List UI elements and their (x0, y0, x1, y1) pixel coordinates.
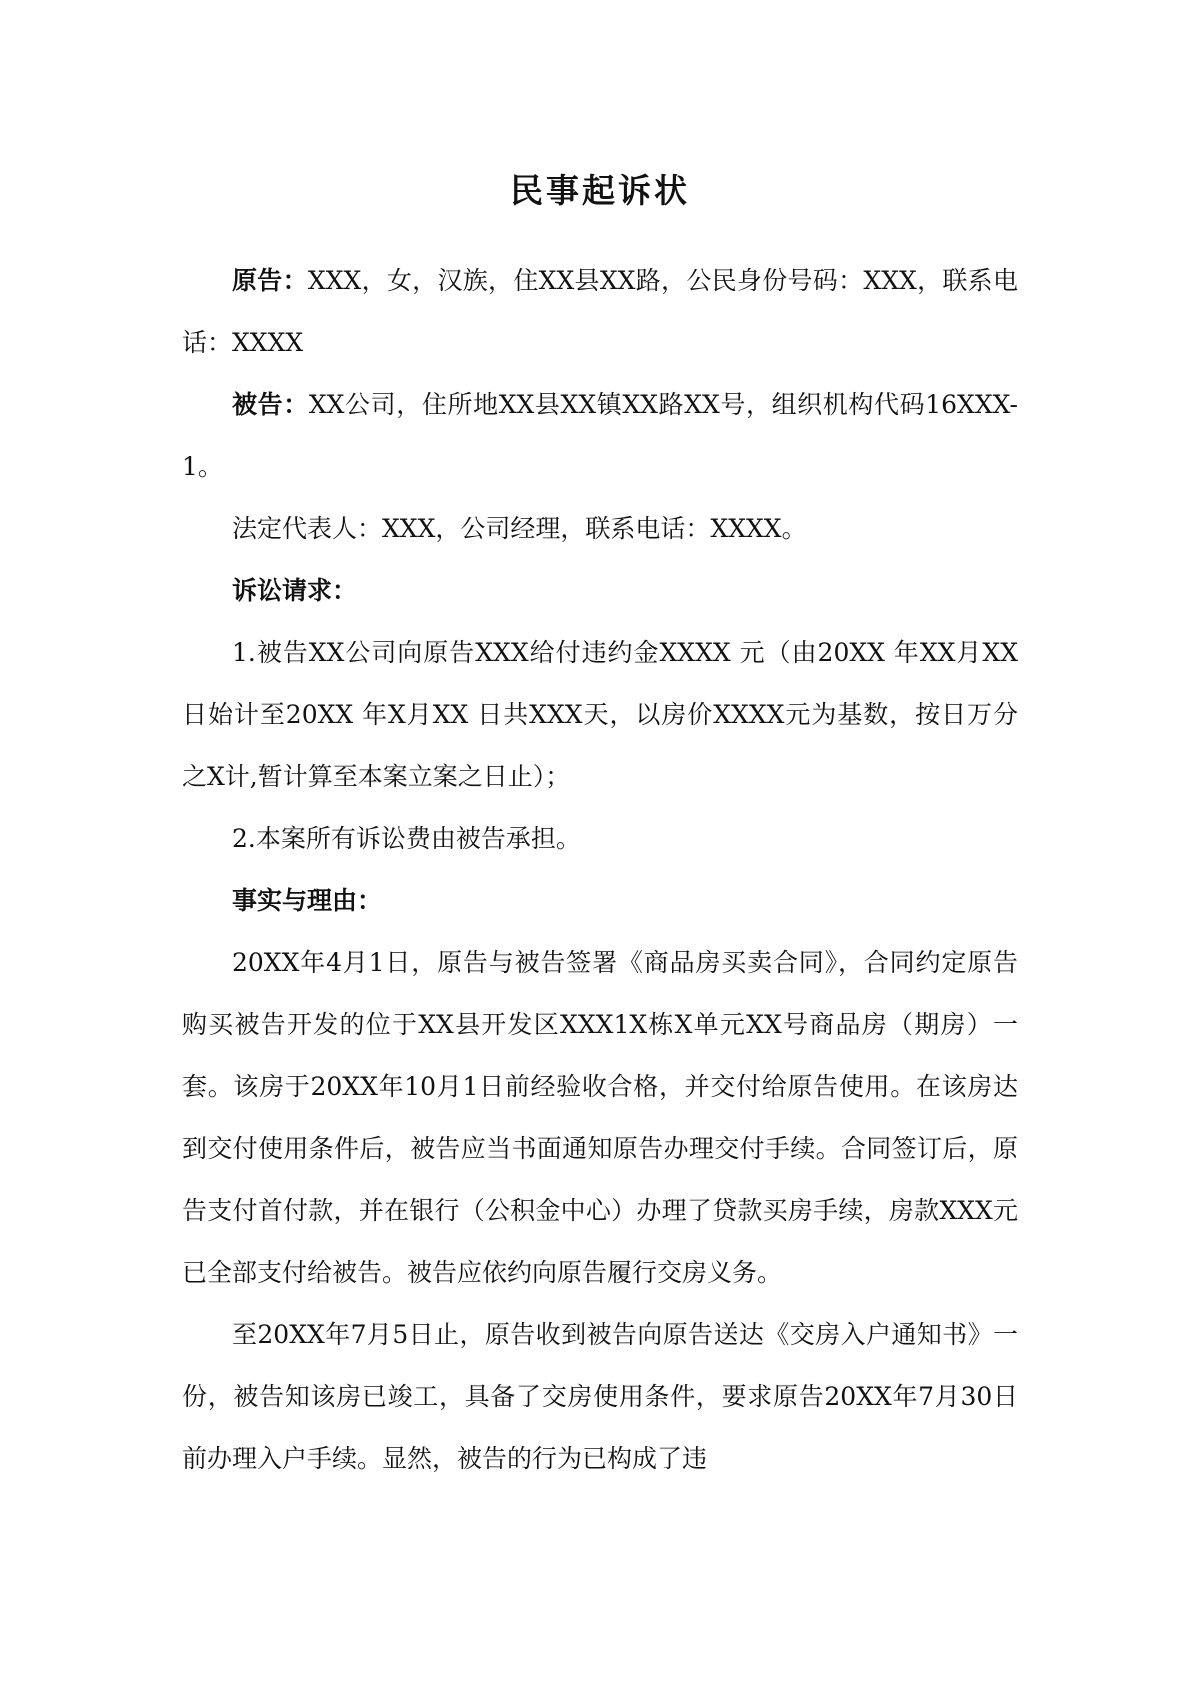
facts-heading: 事实与理由： (232, 886, 383, 915)
defendant-label: 被告： (232, 390, 309, 419)
plaintiff-label: 原告： (232, 266, 308, 295)
plaintiff-text: XXX，女，汉族，住XX县XX路，公民身份号码：XXX，联系电话：XXXX (182, 266, 1018, 357)
document-title: 民事起诉状 (510, 171, 690, 210)
claim-item: 1.被告XX公司向原告XXX给付违约金XXXX 元（由20XX 年XX月XX 日始计至20XX 年X月XX 日共XXX天，以房价XXXX元为基数，按日万分之X计,暂计算至本案立案之日止）； (182, 638, 1018, 791)
legal-representative: 法定代表人：XXX，公司经理，联系电话：XXXX。 (232, 514, 807, 543)
defendant-text: XX公司，住所地XX县XX镇XX路XX号，组织机构代码16XXX-1。 (182, 390, 1018, 481)
facts-paragraph: 20XX年4月1日，原告与被告签署《商品房买卖合同》，合同约定原告购买被告开发的位于XX县开发区XXX1X栋X单元XX号商品房（期房）一套。该房于20XX年10月1日前经验收合格，并交付给原告使用。在该房达到交付使用条件后，被告应当书面通知原告办理交付手续。合同签订后，原告支付首付款，并在银行（公积金中心）办理了贷款买房手续，房款XXX元已全部支付给被告。被告应依约向原告履行交房义务。 (182, 948, 1018, 1287)
facts-paragraph: 至20XX年7月5日止，原告收到被告向原告送达《交房入户通知书》一份，被告知该房已竣工，具备了交房使用条件，要求原告20XX年7月30日前办理入户手续。显然，被告的行为已构成了违 (182, 1320, 1018, 1473)
defendant-paragraph (182, 374, 1018, 498)
claim-item: 2.本案所有诉讼费由被告承担。 (232, 824, 581, 853)
plaintiff-paragraph (182, 250, 1018, 374)
claims-heading: 诉讼请求： (232, 576, 358, 605)
complaint-document (182, 160, 1018, 1490)
